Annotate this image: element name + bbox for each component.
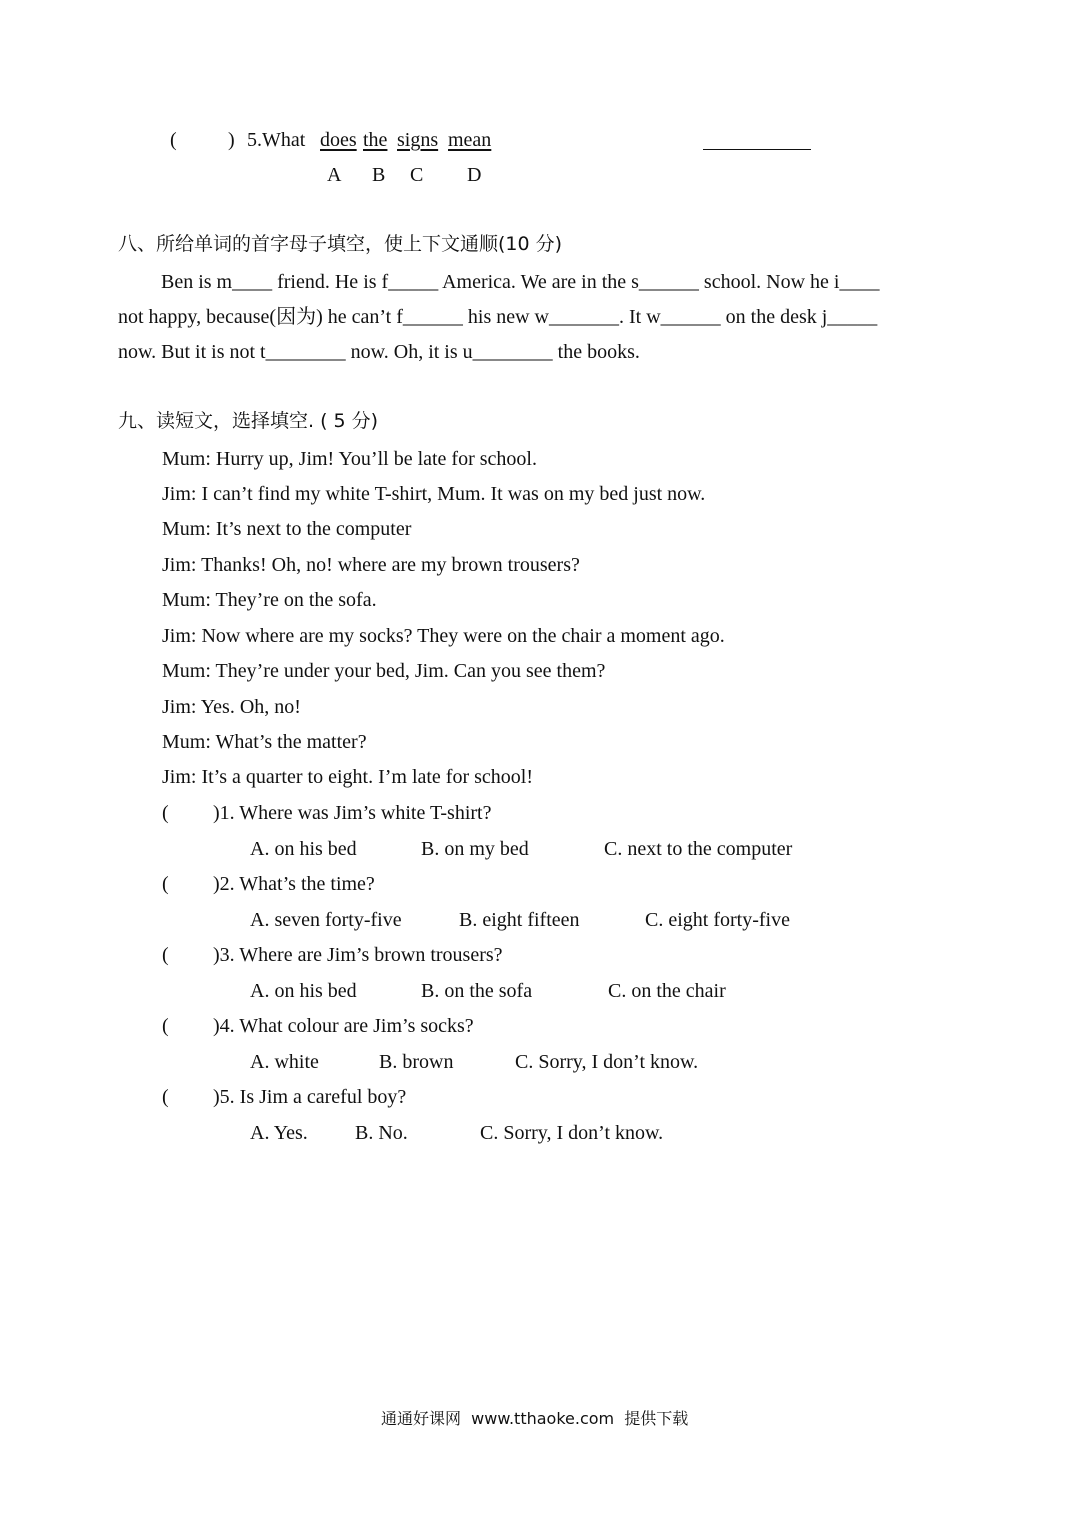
dialogue-line: Jim: I can’t find my white T-shirt, Mum. It was on my bed just now.: [162, 483, 706, 505]
option-a: A. seven forty-five: [250, 909, 402, 931]
answer-paren: (: [162, 802, 169, 824]
answer-paren-close: ): [228, 129, 235, 151]
dialogue-line: Mum: They’re under your bed, Jim. Can you see them?: [162, 660, 606, 682]
answer-blank: [703, 149, 811, 150]
page-footer: 通通好课网 www.tthaoke.com 提供下载: [381, 1409, 689, 1428]
option-label: A: [327, 164, 342, 186]
answer-paren: (: [162, 873, 169, 895]
option-label: B: [372, 164, 386, 186]
option-b: B. eight fifteen: [459, 909, 580, 931]
question-text: )2. What’s the time?: [213, 873, 375, 895]
option-c: C. next to the computer: [604, 838, 793, 860]
question-prefix: 5.What: [247, 129, 311, 151]
option-b: B. No.: [355, 1122, 408, 1144]
section-heading: 八、所给单词的首字母子填空，使上下文通顺(10 分): [118, 233, 563, 255]
question-word-a: does: [320, 129, 357, 151]
question-text: )5. Is Jim a careful boy?: [213, 1086, 407, 1108]
dialogue-line: Mum: They’re on the sofa.: [162, 589, 377, 611]
cloze-line: not happy, because(因为) he can’t f______ his new w_______. It w______ on the desk j_____: [118, 306, 878, 328]
question-text: )3. Where are Jim’s brown trousers?: [213, 944, 503, 966]
option-b: B. on my bed: [421, 838, 529, 860]
dialogue-line: Mum: It’s next to the computer: [162, 518, 412, 540]
option-c: C. on the chair: [608, 980, 726, 1002]
dialogue-line: Jim: Thanks! Oh, no! where are my brown trousers?: [162, 554, 580, 576]
question-word-c: signs: [397, 129, 439, 151]
option-b: B. on the sofa: [421, 980, 533, 1002]
answer-paren: (: [162, 1015, 169, 1037]
option-a: A. on his bed: [250, 980, 357, 1002]
option-label: C: [410, 164, 424, 186]
cloze-line: Ben is m____ friend. He is f_____ America. We are in the s______ school. Now he i____: [161, 271, 880, 293]
section-heading: 九、读短文，选择填空. ( 5 分): [118, 410, 379, 432]
question-word-b: the: [363, 129, 388, 151]
option-a: A. white: [250, 1051, 319, 1073]
dialogue-line: Jim: It’s a quarter to eight. I’m late for school!: [162, 766, 534, 788]
option-c: C. eight forty-five: [645, 909, 790, 931]
answer-paren-open: (: [170, 129, 177, 151]
question-word-d: mean: [448, 129, 492, 151]
option-c: C. Sorry, I don’t know.: [480, 1122, 664, 1144]
question-text: )4. What colour are Jim’s socks?: [213, 1015, 474, 1037]
question-text: )1. Where was Jim’s white T-shirt?: [213, 802, 492, 824]
option-a: A. Yes.: [250, 1122, 308, 1144]
option-label: D: [467, 164, 482, 186]
answer-paren: (: [162, 944, 169, 966]
dialogue-line: Mum: What’s the matter?: [162, 731, 367, 753]
option-b: B. brown: [379, 1051, 454, 1073]
cloze-line: now. But it is not t________ now. Oh, it is u________ the books.: [118, 341, 640, 363]
option-c: C. Sorry, I don’t know.: [515, 1051, 699, 1073]
answer-paren: (: [162, 1086, 169, 1108]
dialogue-line: Jim: Yes. Oh, no!: [162, 696, 301, 718]
dialogue-line: Jim: Now where are my socks? They were on the chair a moment ago.: [162, 625, 725, 647]
dialogue-line: Mum: Hurry up, Jim! You’ll be late for school.: [162, 448, 537, 470]
option-a: A. on his bed: [250, 838, 357, 860]
